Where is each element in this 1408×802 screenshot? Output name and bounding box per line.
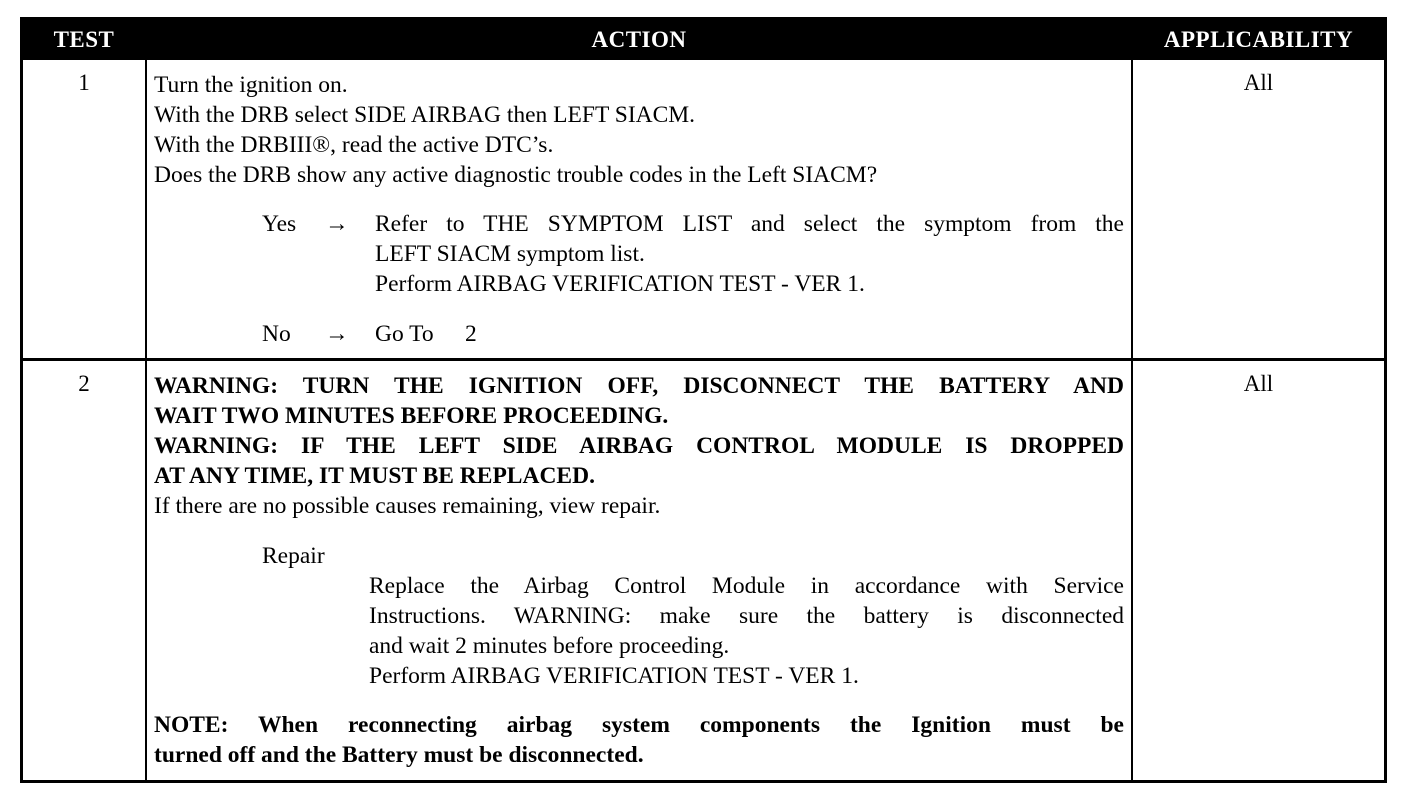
test-number: 1 [78,70,90,95]
row-divider [23,358,1384,361]
warning-text: WARNING: IF THE LEFT SIDE AIRBAG CONTROL MODULE IS DROPPED [154,433,1124,459]
no-action-text: Go To [375,321,434,347]
column-divider [1131,60,1133,780]
step-text: Turn the ignition on. [154,72,348,98]
test-number: 2 [78,371,90,396]
diagnostic-table [20,17,1387,783]
header-action: ACTION [591,27,687,52]
warning-text: WAIT TWO MINUTES BEFORE PROCEEDING. [154,403,669,429]
repair-text: Instructions. WARNING: make sure the battery is disconnected [369,603,1124,629]
repair-text: and wait 2 minutes before proceeding. [369,633,730,659]
note-text: NOTE: When reconnecting airbag system components the Ignition must be [154,712,1124,738]
step-text: With the DRB select SIDE AIRBAG then LEFT SIACM. [154,102,696,128]
header-applicability: APPLICABILITY [1163,27,1354,52]
applicability-value: All [1243,371,1274,396]
note-text: turned off and the Battery must be disconnected. [154,742,644,768]
no-target-test: 2 [465,321,477,347]
header-test: TEST [53,27,115,52]
repair-label: Repair [262,543,325,569]
step-text: Does the DRB show any active diagnostic trouble codes in the Left SIACM? [154,162,878,188]
column-divider [145,60,147,780]
warning-text: AT ANY TIME, IT MUST BE REPLACED. [154,463,595,489]
warning-text: WARNING: TURN THE IGNITION OFF, DISCONNECT THE BATTERY AND [154,373,1124,399]
table-header [23,20,1384,60]
yes-action-text: LEFT SIACM symptom list. [375,241,645,267]
repair-text: Perform AIRBAG VERIFICATION TEST - VER 1. [369,663,859,689]
no-arrow-icon: → [325,321,349,347]
yes-action-text: Perform AIRBAG VERIFICATION TEST - VER 1. [375,271,865,297]
no-label: No [262,321,291,347]
applicability-value: All [1243,70,1274,95]
yes-label: Yes [262,211,297,237]
yes-arrow-icon: → [325,211,349,237]
repair-text: Replace the Airbag Control Module in accordance with Service [369,573,1124,599]
instruction-text: If there are no possible causes remaining, view repair. [154,493,661,519]
yes-action-text: Refer to THE SYMPTOM LIST and select the symptom from the [375,211,1124,237]
step-text: With the DRBIII®, read the active DTC’s. [154,132,554,158]
